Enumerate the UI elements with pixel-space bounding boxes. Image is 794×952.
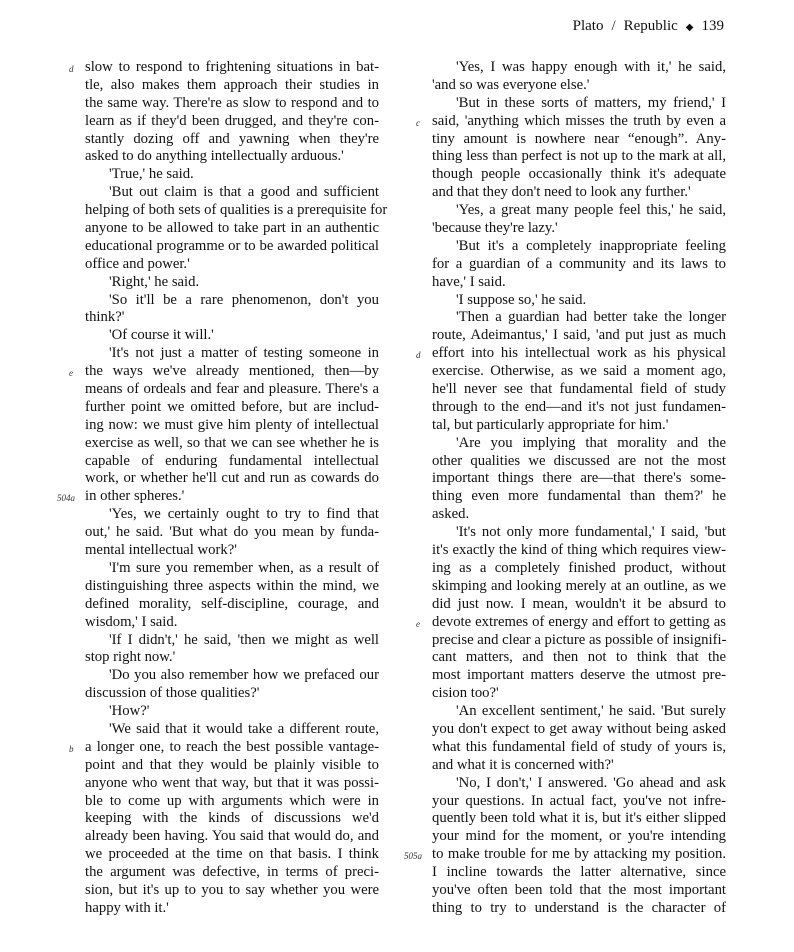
line-text: 'But in these sorts of matters, my friend,' I <box>456 94 726 111</box>
left-text-column <box>57 59 388 918</box>
line-text: you've often been told that the most important <box>432 881 726 898</box>
text-line <box>432 667 726 685</box>
line-text: learn as if they'd been drugged, and they're con- <box>85 112 379 129</box>
line-text: 'We said that it would take a different route, <box>109 720 379 737</box>
line-text: quently been told what it is, but it's either slipped <box>432 810 726 827</box>
line-text: tal, but particularly appropriate for him.' <box>432 416 669 433</box>
line-text: 'and so was everyone else.' <box>432 76 590 93</box>
line-text: have,' I said. <box>432 273 506 290</box>
text-line <box>85 131 379 149</box>
text-line <box>85 775 379 793</box>
text-line <box>85 703 379 721</box>
line-text: 'Right,' he said. <box>109 273 200 290</box>
line-text: wisdom,' I said. <box>85 613 178 630</box>
line-text: already been having. You said that would do, and <box>85 828 379 845</box>
line-text: stop right now.' <box>85 649 176 666</box>
line-text: means of ordeals and fear and pleasure. There's a <box>85 381 379 398</box>
line-text: for a guardian of a community and its laws to <box>432 255 726 272</box>
line-text: 'I suppose so,' he said. <box>456 291 587 308</box>
text-line <box>85 309 379 327</box>
text-line <box>85 77 379 95</box>
stephanus-marker: 504a <box>57 493 75 504</box>
text-line <box>432 524 726 542</box>
text-line <box>85 166 379 184</box>
line-text: 'No, I don't,' I answered. 'Go ahead and ask <box>456 774 726 791</box>
line-text: exercise. Otherwise, as we said a moment ago, <box>432 363 726 380</box>
text-line <box>432 542 726 560</box>
text-line <box>85 453 379 471</box>
text-line <box>85 828 379 846</box>
line-text: a longer one, to reach the best possible vantage- <box>85 738 379 755</box>
line-text: 'How?' <box>109 703 150 720</box>
stephanus-marker: d <box>69 64 74 74</box>
line-text: tiny amount is nowhere near “enough”. Any- <box>432 130 726 147</box>
right-text-column <box>404 59 727 918</box>
text-line <box>432 649 726 667</box>
text-line <box>432 131 726 149</box>
line-text: it's exactly the kind of thing which requires view- <box>432 542 726 559</box>
text-line <box>416 345 726 363</box>
text-line <box>432 363 726 381</box>
text-line <box>432 721 726 739</box>
text-line <box>432 166 726 184</box>
line-text: 'Then a guardian had better take the longer <box>456 309 726 326</box>
text-line <box>85 721 379 739</box>
line-text: other qualities we discussed are not the most <box>432 452 726 469</box>
text-line <box>69 363 379 381</box>
text-line <box>432 309 726 327</box>
line-text: cision too?' <box>432 685 499 702</box>
line-text: your questions. In actual fact, you've not infre- <box>432 792 726 809</box>
text-line <box>432 274 726 292</box>
text-line <box>85 274 379 292</box>
text-line <box>432 470 726 488</box>
text-line <box>432 793 726 811</box>
line-text: 'Yes, a great many people feel this,' he said, <box>456 202 726 219</box>
line-text: 'So it'll be a rare phenomenon, don't you <box>109 291 379 308</box>
line-text: happy with it.' <box>85 899 169 916</box>
text-line <box>432 882 726 900</box>
text-line <box>85 327 379 345</box>
line-text: you don't expect to get away without being asked <box>432 720 726 737</box>
text-line <box>404 846 726 864</box>
text-line <box>432 95 726 113</box>
text-line <box>69 59 379 77</box>
text-line <box>85 864 379 882</box>
text-line <box>416 613 726 632</box>
text-line <box>85 757 379 775</box>
text-line <box>85 184 379 202</box>
text-line <box>85 882 379 900</box>
text-line <box>432 435 726 453</box>
text-line <box>432 775 726 793</box>
text-line <box>432 184 726 202</box>
text-line <box>432 381 726 399</box>
line-text: 'Of course it will.' <box>109 327 214 344</box>
text-line <box>85 793 379 811</box>
text-line <box>85 667 379 685</box>
line-text: route, Adeimantus,' I said, 'and put just as much <box>432 327 726 344</box>
line-text: asked. <box>432 506 470 523</box>
line-text: mental intellectual work?' <box>85 542 237 559</box>
text-line <box>57 488 379 506</box>
line-text: distinguishing three aspects within the mind, we <box>85 577 379 594</box>
line-text: out,' he said. 'But what do you mean by funda- <box>85 524 379 541</box>
text-line <box>85 256 379 274</box>
line-text: the ways we've already mentioned, then—by <box>85 363 379 380</box>
header-work-title: Republic <box>623 18 678 34</box>
text-line <box>432 59 726 77</box>
text-line <box>85 846 379 864</box>
text-line <box>432 632 726 650</box>
line-text: cant matters, and then not to think that the <box>432 649 726 666</box>
text-line <box>432 578 726 596</box>
text-line <box>432 703 726 721</box>
line-text: defined morality, self-discipline, courage, and <box>85 595 379 612</box>
line-text: slow to respond to frightening situations in bat- <box>85 59 379 75</box>
line-text: tle, also makes them approach their studies in <box>85 76 379 93</box>
line-text: asked to do anything intellectually arduous.' <box>85 148 344 165</box>
ornament-icon: ◆ <box>685 22 694 33</box>
text-line <box>432 757 726 775</box>
line-text: 'It's not just a matter of testing someone in <box>109 345 379 362</box>
stephanus-marker: b <box>69 743 74 754</box>
text-line <box>432 596 726 614</box>
line-text: precise and clear a picture as possible of insignifi- <box>432 631 727 648</box>
line-text: ing as a completely finished product, without <box>432 559 726 576</box>
text-line <box>432 327 726 345</box>
page-number: 139 <box>701 18 724 34</box>
line-text: said, 'anything which misses the truth by even a <box>432 112 726 129</box>
line-text: 'Yes, we certainly ought to try to find that <box>109 506 379 523</box>
line-text: point and that they would be plainly visible to <box>85 756 379 773</box>
line-text: skimping and looking merely at an outline, as we <box>432 577 726 594</box>
text-line <box>432 864 726 882</box>
line-text: ble to come up with arguments which were in <box>85 792 379 809</box>
line-text: exercise as well, so that we can see whether he is <box>85 434 379 451</box>
stephanus-marker: c <box>416 117 420 128</box>
text-line <box>85 685 379 703</box>
line-text: stantly dozing off and yawning when they're <box>85 130 379 147</box>
text-line <box>85 202 388 220</box>
line-text: anyone to be allowed to take part in an authentic <box>85 220 379 237</box>
line-text: I incline towards the latter alternative, since <box>432 864 726 881</box>
line-text: further point we omitted before, but are includ- <box>85 398 379 415</box>
text-line <box>432 148 726 166</box>
text-line <box>432 900 726 918</box>
line-text: think?' <box>85 309 125 326</box>
line-text: what this fundamental field of study of yours is, <box>432 738 726 755</box>
line-text: ing now: we must give him plenty of intellectual <box>85 416 379 433</box>
line-text: keeping with the kinds of discussions we'd <box>85 810 379 827</box>
text-line <box>432 453 726 471</box>
line-text: effort into his intellectual work as his physical <box>432 345 726 362</box>
text-line <box>85 542 379 560</box>
line-text: 'Are you implying that morality and the <box>456 434 726 451</box>
text-line <box>85 578 379 596</box>
stephanus-marker: e <box>69 368 73 379</box>
text-line <box>416 112 726 131</box>
line-text: 'It's not only more fundamental,' I said, 'but <box>456 524 726 541</box>
line-text: in other spheres.' <box>85 488 185 505</box>
text-line <box>85 614 379 632</box>
text-line <box>432 399 726 417</box>
line-text: thing even more fundamental than them?' he <box>432 488 726 505</box>
line-text: most important matters deserve the utmost pre- <box>432 667 726 684</box>
line-text: 'If I didn't,' he said, 'then we might as well <box>109 631 379 648</box>
stephanus-marker: 505a <box>404 851 422 862</box>
text-line <box>85 900 379 918</box>
text-line <box>432 828 726 846</box>
line-text: devote extremes of energy and effort to getting as <box>432 613 726 630</box>
line-text: the same way. There're as slow to respond and to <box>85 94 379 111</box>
text-line <box>85 381 379 399</box>
line-text: anyone who went that way, but that it was possi- <box>85 774 379 791</box>
line-text: important things there are—that there's some- <box>432 470 726 487</box>
text-line <box>85 292 379 310</box>
text-line <box>69 738 379 757</box>
line-text: helping of both sets of qualities is a prerequisite for <box>85 202 388 219</box>
text-line <box>85 810 379 828</box>
text-line <box>85 524 379 542</box>
text-line <box>432 488 726 506</box>
text-line <box>432 77 726 95</box>
text-line <box>85 399 379 417</box>
line-text: discussion of those qualities?' <box>85 685 260 702</box>
line-text: 'But out claim is that a good and sufficient <box>109 184 379 201</box>
line-text: 'True,' he said. <box>109 166 194 183</box>
line-text: capable of enduring fundamental intellectual <box>85 452 379 469</box>
text-line <box>85 470 379 488</box>
line-text: to make trouble for me by attacking my position. <box>432 846 726 863</box>
line-text: 'An excellent sentiment,' he said. 'But surely <box>456 703 726 720</box>
line-text: thing less than perfect is not up to the mark at all, <box>432 148 726 165</box>
text-line <box>432 202 726 220</box>
line-text: 'Yes, I was happy enough with it,' he said, <box>456 59 726 75</box>
text-line <box>85 95 379 113</box>
text-line <box>432 417 726 435</box>
line-text: sion, but it's up to you to say whether you were <box>85 881 379 898</box>
text-line <box>432 685 726 703</box>
text-line <box>85 220 379 238</box>
line-text: 'Do you also remember how we prefaced our <box>109 667 379 684</box>
line-text: thing to try to understand is the character of <box>432 899 726 916</box>
line-text: we proceeded at the time on that basis. I think <box>85 846 379 863</box>
running-header <box>573 18 724 35</box>
text-line <box>432 256 726 274</box>
text-line <box>432 739 726 757</box>
text-line <box>432 506 726 524</box>
text-line <box>85 417 379 435</box>
header-separator: / <box>611 18 616 34</box>
text-line <box>432 810 726 828</box>
line-text: 'because they're lazy.' <box>432 220 558 237</box>
line-text: through to the end—and it's not just fundamen- <box>432 398 726 415</box>
text-line <box>85 148 379 166</box>
line-text: he'll never see that fundamental field of study <box>432 381 726 398</box>
text-line <box>85 113 379 131</box>
line-text: did just now. I mean, wouldn't it be absurd to <box>432 595 726 612</box>
text-line <box>85 506 379 524</box>
line-text: your mind for the moment, or you're intending <box>432 828 726 845</box>
text-line <box>85 632 379 650</box>
line-text: and what it is concerned with?' <box>432 756 614 773</box>
line-text: the argument was defective, in terms of preci- <box>85 864 379 881</box>
line-text: office and power.' <box>85 255 190 272</box>
line-text: educational programme or to be awarded political <box>85 237 379 254</box>
stephanus-marker: e <box>416 618 420 629</box>
line-text: 'But it's a completely inappropriate feeling <box>456 237 726 254</box>
text-line <box>85 560 379 578</box>
header-author: Plato <box>572 18 604 34</box>
text-line <box>85 238 379 256</box>
text-line <box>85 596 379 614</box>
stephanus-marker: d <box>416 350 421 361</box>
text-line <box>432 560 726 578</box>
text-line <box>85 435 379 453</box>
line-text: and that they don't need to look any further.' <box>432 184 691 201</box>
text-line <box>85 649 379 667</box>
line-text: though people occasionally think it's adequate <box>432 166 726 183</box>
text-line <box>432 220 726 238</box>
line-text: 'I'm sure you remember when, as a result of <box>109 559 379 576</box>
line-text: work, or whether he'll cut and run as cowards do <box>85 470 379 487</box>
text-line <box>432 292 726 310</box>
text-line <box>432 238 726 256</box>
text-line <box>85 345 379 363</box>
